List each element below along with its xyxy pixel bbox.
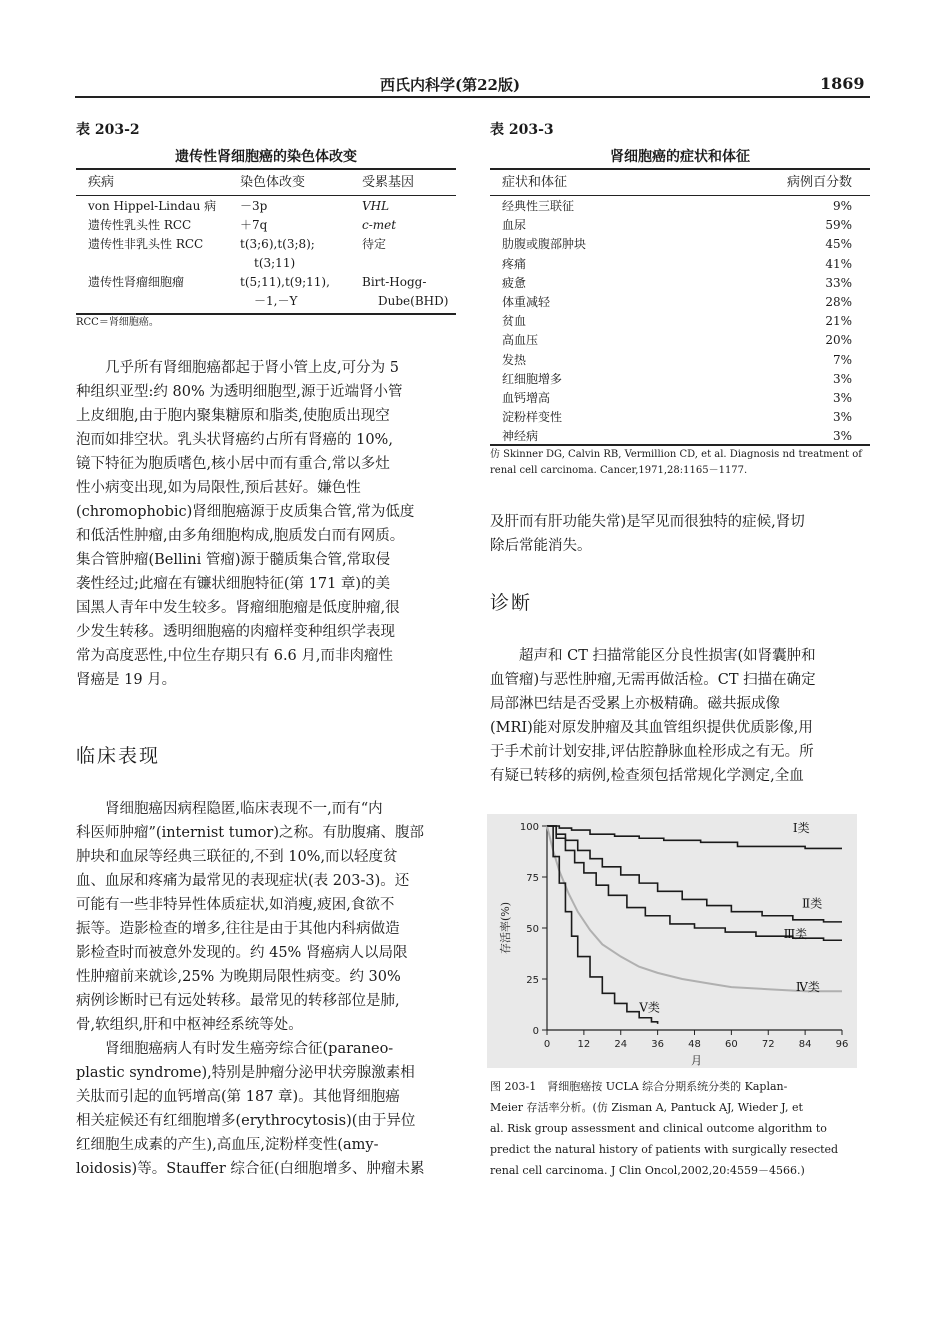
- series-label: Ⅳ类: [795, 980, 820, 995]
- y-tick-label: 0: [532, 1026, 539, 1037]
- text-line: 肿块和血尿等经典三联征的,不到 10%,而以轻度贫: [76, 849, 398, 865]
- t3-row: [502, 389, 852, 408]
- text-line: 种组织亚型:约 80% 为透明细胞型,源于近端肾小管: [76, 384, 403, 400]
- text-line: 镜下特征为胞质嗜色,核小居中而有重合,常以多灶: [76, 456, 390, 472]
- caption-line: al. Risk group assessment and clinical outcome algorithm to: [490, 1122, 827, 1135]
- text-line: 超声和 CT 扫描常能区分良性损害(如肾囊肿和: [519, 648, 816, 664]
- t2-disease: 遗传性非乳头性 RCC: [88, 237, 204, 251]
- t3-symptom: 疲惫: [502, 275, 527, 290]
- t3-percent: 59%: [825, 218, 852, 233]
- text-line: 国黑人青年中发生较多。肾瘤细胞瘤是低度肿瘤,很: [76, 600, 400, 616]
- x-tick-label: 96: [835, 1039, 849, 1050]
- t2-col-disease: 疾病: [88, 175, 115, 190]
- t2-gene-cont: Dube(BHD): [378, 294, 449, 308]
- left-para-2: [76, 797, 460, 1181]
- x-axis-label: 月: [691, 1054, 702, 1067]
- text-line: 振等。造影检查的增多,往往是由于其他内科病做造: [76, 921, 400, 937]
- caption-line: predict the natural history of patients with surgically resected: [490, 1143, 839, 1156]
- series-line: [547, 826, 842, 991]
- right-para-cont: [490, 510, 870, 558]
- t3-symptom: 血钙增高: [502, 390, 551, 405]
- text-line: 袭性经过;此瘤在有镰状细胞特征(第 171 章)的美: [76, 576, 391, 592]
- text-line: 红细胞生成素的产生),高血压,淀粉样变性(amy-: [76, 1137, 379, 1153]
- text-line: (MRI)能对原发肿瘤及其血管组织提供优质影像,用: [490, 720, 813, 736]
- text-line: loidosis)等。Stauffer 综合征(白细胞增多、肿瘤未累: [76, 1161, 425, 1177]
- text-line: 肾细胞癌因病程隐匿,临床表现不一,而有“内: [105, 801, 383, 817]
- t3-row: [502, 312, 852, 331]
- t3-symptom: 肋腹或腹部肿块: [502, 237, 587, 252]
- x-tick-label: 24: [614, 1039, 628, 1050]
- x-tick-label: 60: [725, 1039, 738, 1050]
- heading-clinical-manifestations: 临床表现: [76, 745, 161, 767]
- t3-symptom: 经典性三联征: [502, 199, 575, 213]
- x-tick-label: 72: [761, 1039, 775, 1050]
- text-line: 泡而如排空状。乳头状肾癌约占所有肾癌的 10%,: [76, 432, 393, 448]
- t3-percent: 28%: [825, 294, 852, 309]
- x-tick-label: 0: [543, 1039, 551, 1050]
- series-label: Ⅲ类: [783, 927, 808, 942]
- t2-change-cont: －1,－Y: [254, 294, 298, 308]
- running-header-title: 西氏内科学(第22版): [380, 76, 521, 94]
- t3-row: [502, 408, 852, 427]
- t2-change: t(5;11),t(9;11),: [240, 275, 330, 289]
- table-203-3-number: 表 203-3: [490, 122, 554, 138]
- text-line: 常为高度恶性,中位生存期只有 6.6 月,而非肉瘤性: [76, 648, 393, 664]
- figure-caption: [490, 1076, 870, 1181]
- kaplan-meier-figure: [487, 814, 857, 1068]
- y-axis-label: 存活率(%): [499, 901, 512, 955]
- t2-gene: c-met: [362, 218, 397, 232]
- header-rule: [75, 96, 870, 98]
- text-line: 于手术前计划安排,评估腔静脉血栓形成之有无。所: [490, 744, 814, 760]
- t3-row: [502, 293, 852, 312]
- y-tick-label: 75: [526, 873, 539, 884]
- series-label: Ⅰ类: [792, 821, 810, 836]
- table-203-2-top-rule: [76, 168, 456, 170]
- table-203-3-top-rule: [490, 168, 870, 170]
- text-line: 血、血尿和疼痛为最常见的表现症状(表 203-3)。还: [76, 873, 410, 889]
- t3-row: [502, 255, 852, 274]
- t3-percent: 33%: [825, 275, 852, 290]
- text-line: 上皮细胞,由于胞内聚集糖原和脂类,使胞质出现空: [76, 408, 390, 424]
- t2-col-change: 染色体改变: [240, 175, 306, 190]
- caption-line: 图 203-1 肾细胞癌按 UCLA 综合分期系统分类的 Kaplan-: [490, 1080, 788, 1093]
- caption-line: renal cell carcinoma. J Clin Oncol,2002,20:4559－4566.): [490, 1164, 805, 1177]
- t3-row: [502, 351, 852, 370]
- text-line: 性肿瘤前来就诊,25% 为晚期局限性病变。约 30%: [76, 969, 401, 985]
- text-line: plastic syndrome),特别是肿瘤分泌甲状旁腺激素相: [76, 1065, 415, 1081]
- text-line: 相关症候还有红细胞增多(erythrocytosis)(由于异位: [76, 1113, 416, 1129]
- y-tick-label: 100: [519, 822, 539, 833]
- text-line: 少发生转移。透明细胞癌的肉瘤样变种组织学表现: [76, 624, 395, 640]
- left-para-1: [76, 356, 460, 692]
- t2-change: ＋7q: [240, 218, 268, 232]
- t3-symptom: 神经病: [502, 429, 539, 444]
- x-tick-label: 12: [577, 1039, 591, 1050]
- page-number: 1869: [820, 74, 865, 93]
- text-line: 肾细胞癌病人有时发生癌旁综合征(paraneo-: [105, 1041, 394, 1057]
- y-tick-label: 25: [526, 975, 539, 986]
- t3-percent: 3%: [832, 371, 852, 386]
- table-203-2-footnote: RCC＝肾细胞癌。: [76, 317, 159, 328]
- t3-symptom: 红细胞增多: [502, 371, 563, 386]
- text-line: 科医师肿瘤”(internist tumor)之称。有肋腹痛、腹部: [76, 825, 424, 841]
- table-203-3-source-2: renal cell carcinoma. Cancer,1971,28:1165－1177.: [490, 465, 748, 476]
- table-203-3-bottom-rule: [490, 444, 870, 446]
- t3-percent: 41%: [825, 256, 852, 271]
- text-line: 及肝而有肝功能失常)是罕见而很独特的症候,肾切: [490, 514, 805, 530]
- t2-disease: von Hippel-Lindau 病: [88, 199, 217, 213]
- right-para-diagnosis: [490, 644, 870, 788]
- t2-disease: 遗传性乳头性 RCC: [88, 218, 192, 232]
- text-line: 有疑已转移的病例,检查须包括常规化学测定,全血: [490, 768, 804, 784]
- t3-symptom: 疼痛: [502, 256, 527, 271]
- t3-row: [502, 331, 852, 350]
- t3-row: [502, 370, 852, 389]
- table-203-3-source-1: 仿 Skinner DG, Calvin RB, Vermillion CD, et al. Diagnosis nd treatment of: [490, 449, 862, 460]
- t2-gene: 待定: [362, 237, 387, 251]
- t2-change: t(3;6),t(3;8);: [240, 237, 315, 251]
- t3-row: [502, 274, 852, 293]
- series-label: Ⅴ类: [639, 1000, 660, 1015]
- text-line: 集合管肿瘤(Bellini 管瘤)源于髓质集合管,常取侵: [76, 552, 391, 568]
- text-line: 影检查时而被意外发现的。约 45% 肾癌病人以局限: [76, 945, 408, 961]
- t3-percent: 45%: [825, 237, 852, 252]
- text-line: 局部淋巴结是否受累上亦极精确。磁共振成像: [490, 696, 780, 712]
- t2-change: －3p: [240, 199, 268, 213]
- text-line: 除后常能消失。: [490, 538, 592, 554]
- table-203-3-title: 肾细胞癌的症状和体征: [610, 149, 750, 165]
- text-line: (chromophobic)肾细胞癌源于皮质集合管,常为低度: [76, 504, 415, 520]
- text-line: 肾癌是 19 月。: [76, 672, 177, 688]
- t3-symptom: 高血压: [502, 333, 539, 348]
- text-line: 几乎所有肾细胞癌都起于肾小管上皮,可分为 5: [105, 360, 399, 376]
- table-203-2-title: 遗传性肾细胞癌的染色体改变: [175, 149, 357, 165]
- text-line: 血管瘤)与恶性肿瘤,无需再做活检。CT 扫描在确定: [490, 672, 816, 688]
- table-203-2-number: 表 203-2: [76, 122, 140, 138]
- t3-percent: 3%: [832, 410, 852, 425]
- t3-symptom: 贫血: [502, 314, 527, 329]
- t3-row: [502, 216, 852, 235]
- text-line: 性小病变出现,如为局限性,预后甚好。嫌色性: [76, 480, 361, 496]
- t3-col-symptom: 症状和体征: [502, 175, 568, 190]
- text-line: 关肽而引起的血钙增高(第 187 章)。其他肾细胞癌: [76, 1089, 400, 1105]
- t3-percent: 3%: [832, 390, 852, 405]
- caption-line: Meier 存活率分析。(仿 Zisman A, Pantuck AJ, Wieder J, et: [490, 1101, 803, 1114]
- t3-symptom: 体重减轻: [502, 294, 551, 309]
- table-203-2-bottom-rule: [76, 313, 456, 315]
- text-line: 和低活性肿瘤,由多角细胞构成,胞质发白而有网质。: [76, 528, 405, 544]
- heading-diagnosis: 诊断: [490, 592, 533, 614]
- t3-percent: 21%: [825, 314, 852, 329]
- text-line: 骨,软组织,肝和中枢神经系统等处。: [76, 1017, 303, 1033]
- t2-gene: VHL: [362, 199, 390, 213]
- table-203-3-header-rule: [490, 195, 870, 196]
- t2-gene: Birt-Hogg-: [362, 275, 427, 289]
- t3-percent: 9%: [832, 199, 852, 213]
- t2-change-cont: t(3;11): [254, 256, 296, 270]
- y-tick-label: 50: [526, 924, 539, 935]
- t3-percent: 3%: [832, 429, 852, 444]
- t2-disease: 遗传性肾瘤细胞瘤: [88, 275, 185, 289]
- survival-chart: [487, 814, 857, 1068]
- series-line: [547, 826, 658, 1024]
- t3-symptom: 血尿: [502, 218, 527, 233]
- x-tick-label: 36: [651, 1039, 664, 1050]
- t3-col-percent: 病例百分数: [787, 175, 853, 190]
- x-tick-label: 84: [798, 1039, 812, 1050]
- text-line: 病例诊断时已有远处转移。最常见的转移部位是肺,: [76, 993, 400, 1009]
- t3-row: [502, 197, 852, 216]
- text-line: 可能有一些非特异性体质症状,如消瘦,疲困,食欲不: [76, 897, 395, 913]
- series-label: Ⅱ类: [802, 896, 823, 911]
- t3-row: [502, 235, 852, 254]
- t3-symptom: 发热: [502, 352, 527, 367]
- table-203-3-body: [502, 197, 852, 446]
- x-tick-label: 48: [688, 1039, 701, 1050]
- t3-symptom: 淀粉样变性: [502, 410, 563, 425]
- t3-percent: 20%: [825, 333, 852, 348]
- t3-percent: 7%: [832, 352, 852, 367]
- table-203-2-header-rule: [76, 195, 456, 196]
- series-line: [547, 826, 842, 940]
- t2-col-gene: 受累基因: [362, 175, 415, 190]
